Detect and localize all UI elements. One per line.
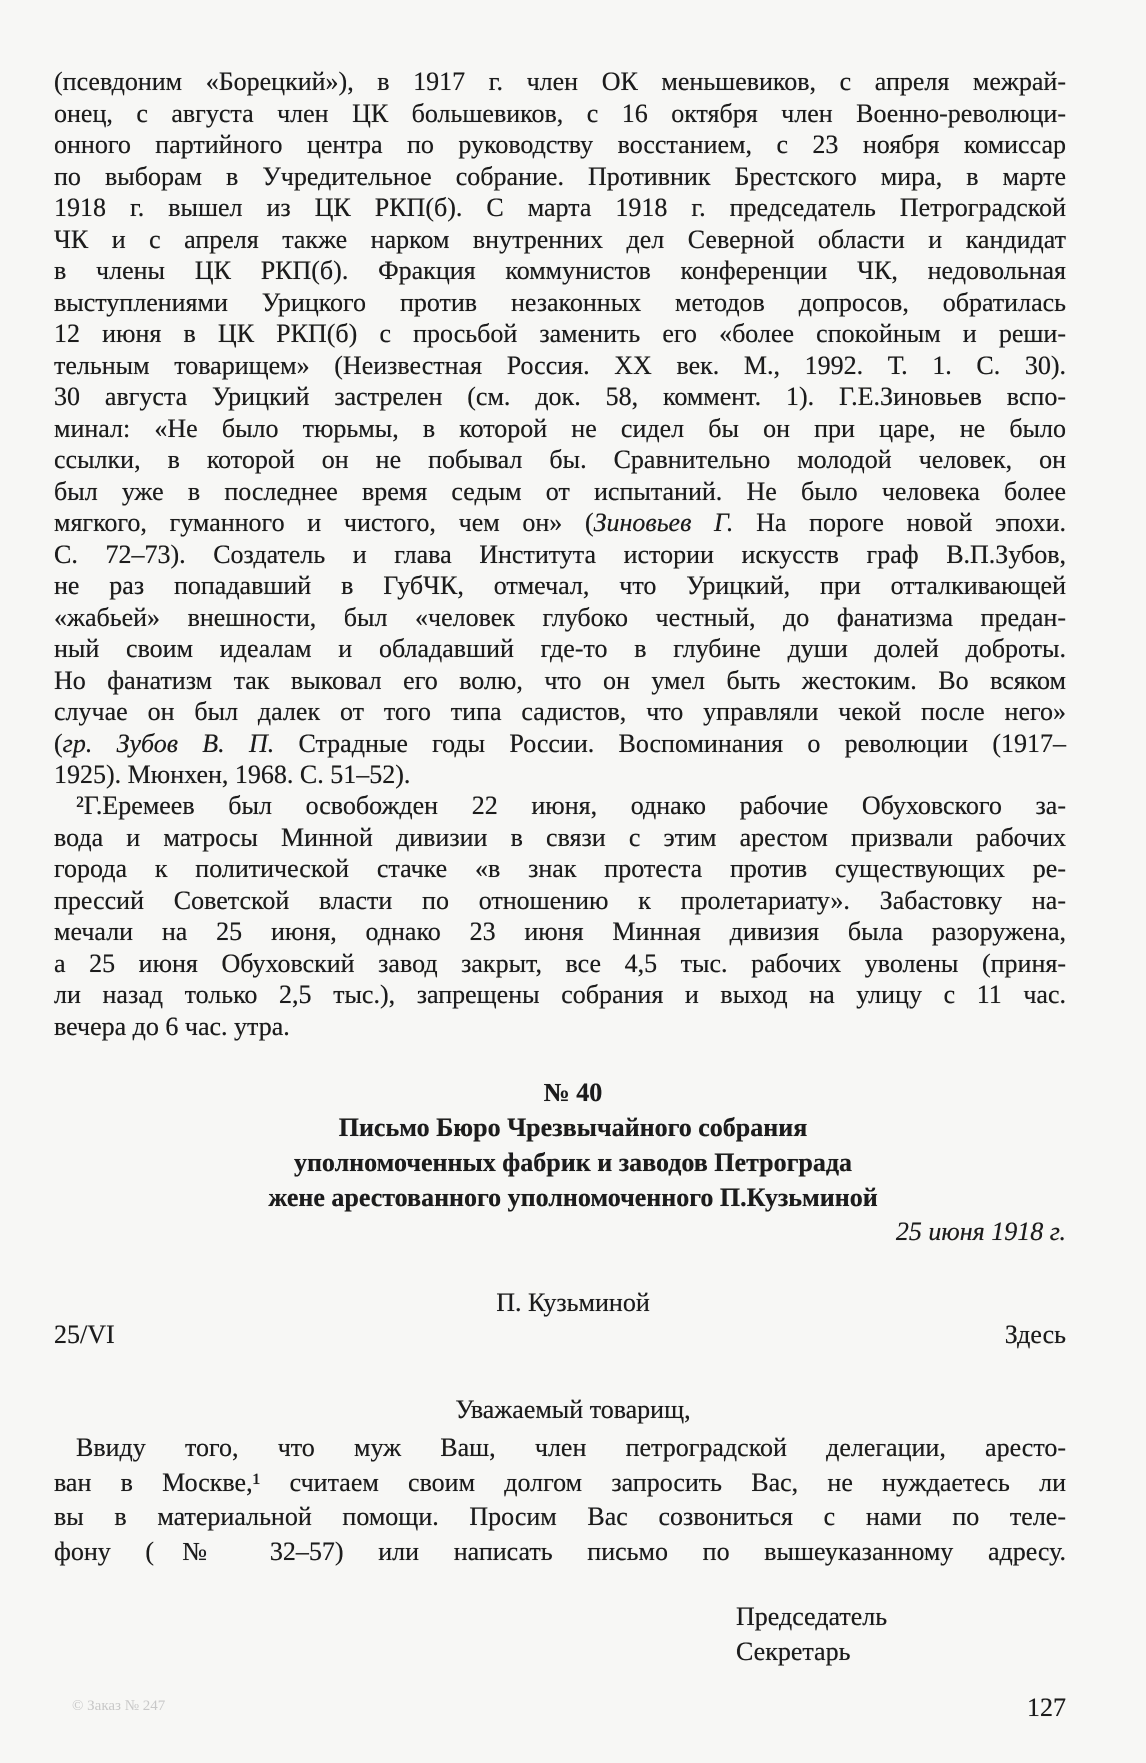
text-segment: С. 72–73). Создатель и глава Института истории искусств граф В.П.Зубов, [54, 539, 1066, 569]
text-segment: (псевдоним «Борецкий»), в 1917 г. член ОК меньшевиков, с апреля межрай- [54, 67, 1066, 96]
text-segment: 1925). Мюнхен, 1968. С. 51–52). [54, 760, 411, 789]
text-line [54, 476, 1066, 508]
text-line [54, 161, 1066, 193]
letter-date: 25/VI [54, 1320, 115, 1349]
text-line [54, 539, 1066, 571]
text-line [54, 1431, 1066, 1466]
print-mark: © Заказ № 247 [72, 1698, 166, 1714]
letter-body [54, 1431, 1066, 1569]
footnote-2 [54, 790, 1066, 1042]
page-number: 127 [1027, 1693, 1066, 1722]
text-line [54, 979, 1066, 1011]
document-title-line: Письмо Бюро Чрезвычайного собрания [338, 1113, 808, 1142]
text-segment: минал: «Не было тюрьмы, в которой не сидел бы он при царе, не было [54, 413, 1066, 443]
text-line [54, 255, 1066, 287]
text-line [54, 759, 1066, 791]
text-segment: 30 августа Урицкий застрелен (см. док. 58, коммент. 1). Г.Е.Зиновьев вспо- [54, 382, 1066, 411]
text-segment: случае он был далек от того типа садистов, что управляли чекой после него» [54, 697, 1066, 726]
text-segment: Но фанатизм так выковал его волю, что он умел быть жестоким. Во всяком [54, 665, 1066, 695]
text-line [54, 1466, 1066, 1501]
text-segment: вечера до 6 час. утра. [54, 1011, 290, 1041]
text-segment: тельным товарищем» (Неизвестная Россия. XX век. М., 1992. Т. 1. С. 30). [54, 350, 1066, 380]
text-segment: «жабьей» внешности, был «человек глубоко честный, до фанатизма предан- [54, 602, 1066, 632]
text-line [54, 413, 1066, 445]
commentary-text [54, 66, 1066, 791]
text-line [54, 192, 1066, 224]
letter-place: Здесь [1004, 1320, 1066, 1349]
text-line [54, 602, 1066, 634]
italic-citation: гр. Зубов В. П. [62, 728, 275, 758]
addressee: П. Кузьминой [496, 1288, 650, 1317]
text-segment: в члены ЦК РКП(б). Фракция коммунистов конференции ЧК, недовольная [54, 256, 1066, 285]
text-line [54, 570, 1066, 602]
text-segment: вы в материальной помощи. Просим Вас созвониться с нами по теле- [54, 1502, 1066, 1531]
document-title-line: уполномоченных фабрик и заводов Петрограда [293, 1148, 853, 1177]
text-line [54, 507, 1066, 539]
text-line [54, 916, 1066, 948]
text-line [54, 381, 1066, 413]
text-line [54, 728, 1066, 760]
text-segment: ЧК и с апреля также нарком внутренних дел Северной области и кандидат [54, 224, 1066, 254]
text-segment: ли назад только 2,5 тыс.), запрещены собрания и выход на улицу с 11 час. [54, 980, 1066, 1009]
text-segment: На пороге новой эпохи. [733, 508, 1066, 537]
text-line [54, 129, 1066, 161]
text-line [54, 350, 1066, 382]
italic-citation: Зиновьев Г. [593, 508, 734, 537]
text-segment: ван в Москве,¹ считаем своим долгом запросить Вас, не нуждаетесь ли [54, 1467, 1066, 1497]
text-segment: мечали на 25 июня, однако 23 июня Минная дивизия была разоружена, [54, 917, 1066, 946]
text-line [54, 696, 1066, 728]
text-segment: Страдные годы России. Воспоминания о революции (1917– [274, 728, 1067, 758]
text-segment: онец, с августа член ЦК большевиков, с 16 октября член Военно-революци- [54, 98, 1066, 128]
text-segment: прессий Советской власти по отношению к пролетариату». Забастовку на- [54, 885, 1066, 915]
text-line [54, 1011, 1066, 1043]
text-segment: ²Г.Еремеев был освобожден 22 июня, однако рабочие Обуховского за- [76, 791, 1066, 820]
text-segment: ссылки, в которой он не побывал бы. Сравнительно молодой человек, он [54, 445, 1066, 474]
text-segment: не раз попадавший в ГубЧК, отмечал, что Урицкий, при отталкивающей [54, 571, 1066, 600]
text-line [54, 224, 1066, 256]
document-number: № 40 [543, 1078, 603, 1107]
text-line [54, 665, 1066, 697]
document-title-line: жене арестованного уполномоченного П.Кузьминой [268, 1183, 878, 1212]
text-segment: онного партийного центра по руководству восстанием, с 23 ноября комиссар [54, 130, 1066, 159]
text-line [54, 885, 1066, 917]
text-segment: ( [54, 728, 63, 758]
text-line [54, 948, 1066, 980]
text-line [54, 822, 1066, 854]
text-segment: города к политической стачке «в знак протеста против существующих ре- [54, 854, 1066, 883]
text-line [54, 633, 1066, 665]
text-segment: мягкого, гуманного и чистого, чем он» ( [54, 508, 594, 537]
text-segment: вода и матросы Минной дивизии в связи с этим арестом призвали рабочих [54, 822, 1066, 852]
salutation: Уважаемый товарищ, [455, 1395, 691, 1424]
text-segment: 1918 г. вышел из ЦК РКП(б). С марта 1918 г. председатель Петроградской [54, 193, 1066, 222]
text-line [54, 318, 1066, 350]
text-line [54, 1500, 1066, 1535]
text-segment: был уже в последнее время седым от испытаний. Не было человека более [54, 476, 1066, 506]
text-segment: фону (№ 32–57) или написать письмо по вышеуказанному адресу. [54, 1536, 1066, 1566]
text-segment: выступлениями Урицкого против незаконных методов допросов, обратилась [54, 287, 1066, 317]
document-date: 25 июня 1918 г. [895, 1217, 1066, 1246]
text-segment: а 25 июня Обуховский завод закрыт, все 4,5 тыс. рабочих уволены (приня- [54, 948, 1066, 978]
text-line [54, 1535, 1066, 1570]
text-segment: Ввиду того, что муж Ваш, член петроградской делегации, аресто- [76, 1433, 1066, 1462]
text-line [54, 790, 1066, 822]
text-segment: ный своим идеалам и обладавший где-то в глубине души долей доброты. [54, 634, 1066, 663]
text-segment: 12 июня в ЦК РКП(б) с просьбой заменить его «более спокойным и реши- [54, 319, 1066, 348]
text-line [54, 444, 1066, 476]
text-segment: по выборам в Учредительное собрание. Противник Брестского мира, в марте [54, 161, 1066, 191]
signature-chairman: Председатель [736, 1602, 888, 1631]
signature-secretary: Секретарь [736, 1637, 851, 1666]
text-line [54, 287, 1066, 319]
text-line [54, 98, 1066, 130]
text-line [54, 853, 1066, 885]
text-line [54, 66, 1066, 98]
